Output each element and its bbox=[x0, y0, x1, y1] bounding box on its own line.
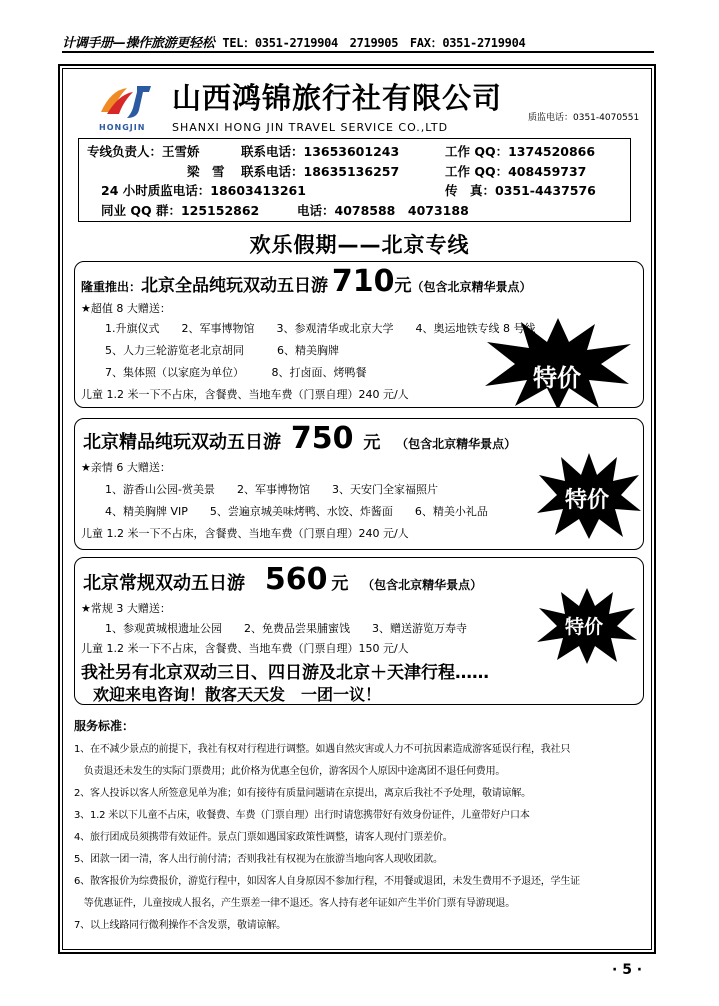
child-policy: 儿童 1.2 米一下不占床，含餐费、当地车费（门票自理）240 元/人 bbox=[81, 527, 409, 540]
package-price: 710 bbox=[331, 264, 395, 299]
gifts-title: ★亲情 6 大赠送： bbox=[81, 461, 171, 474]
header-contact: TEL：0351-2719904 2719905 FAX：0351-2719904 bbox=[222, 36, 526, 50]
page-number: · 5 · bbox=[612, 962, 643, 978]
package-prefix: 隆重推出： bbox=[81, 280, 142, 294]
package-note: （包含北京精华景点） bbox=[362, 578, 483, 592]
package-note: （包含北京精华景点） bbox=[411, 280, 532, 294]
package-name: 北京常规双动五日游 bbox=[83, 573, 245, 594]
child-policy: 儿童 1.2 米一下不占床，含餐费、当地车费（门票自理）150 元/人 bbox=[81, 642, 409, 655]
package-unit: 元 bbox=[394, 276, 412, 296]
gift-row: 1.升旗仪式 2、军事博物馆 3、参观清华或北京大学 4、奥运地铁专线 8 号线 bbox=[105, 322, 536, 335]
package-unit: 元 bbox=[363, 433, 381, 453]
service-rule: 3、1.2 米以下儿童不占床，收餐费、车费（门票自理）出行时请您携带好有效身份证件，儿童带好户口本 bbox=[74, 810, 530, 821]
service-rule: 6、散客报价为综费报价，游览行程中，如因客人自身原因不参加行程，不用餐或退团，未发生费用不予退还，学生证 bbox=[74, 876, 580, 887]
package-price: 560 bbox=[264, 562, 328, 597]
service-rule: 7、以上线路同行微利操作不含发票，敬请谅解。 bbox=[74, 920, 286, 931]
extra-routes: 我社另有北京双动三日、四日游及北京＋天津行程…… bbox=[81, 663, 489, 683]
company-name-en: SHANXI HONG JIN TRAVEL SERVICE CO.,LTD bbox=[172, 121, 449, 134]
header-rule bbox=[62, 51, 654, 53]
gift-row: 1、游香山公园-赏美景 2、军事博物馆 3、天安门全家福照片 bbox=[105, 483, 438, 496]
package-note: （包含北京精华景点） bbox=[396, 437, 517, 451]
gifts-title: ★常规 3 大赠送： bbox=[81, 602, 171, 615]
contact-qq-1: 工作 QQ：1374520866 bbox=[445, 144, 596, 159]
hongjin-logo-icon bbox=[97, 82, 157, 122]
service-rule: 等优惠证件，儿童按成人报名，产生票差一律不退还。客人持有老年证如产生半价门票有导游现退。 bbox=[74, 898, 515, 909]
package-name: 北京精品纯玩双动五日游 bbox=[83, 432, 281, 453]
gifts-title: ★超值 8 大赠送： bbox=[81, 302, 171, 315]
child-policy: 儿童 1.2 米一下不占床，含餐费、当地车费（门票自理）240 元/人 bbox=[81, 388, 409, 401]
special-price-badge: 特价 bbox=[533, 364, 581, 392]
contact-manager-1: 专线负责人：王雪娇 bbox=[87, 144, 200, 159]
company-name-cn: 山西鸿锦旅行社有限公司 bbox=[172, 81, 503, 115]
contact-qq-group: 同业 QQ 群：125152862 bbox=[101, 203, 260, 218]
package-name: 北京全品纯玩双动五日游 bbox=[141, 276, 329, 296]
page-header bbox=[62, 32, 654, 51]
contact-fax: 传 真：0351-4437576 bbox=[445, 183, 596, 198]
contact-qq-2: 工作 QQ：408459737 bbox=[445, 164, 587, 179]
contact-phone-2: 联系电话：18635136257 bbox=[241, 164, 400, 179]
contact-manager-2: 梁 雪 bbox=[187, 164, 225, 179]
special-price-badge: 特价 bbox=[565, 616, 604, 638]
package-card bbox=[74, 261, 644, 408]
gift-row: 5、人力三轮游览老北京胡同 6、精美胸牌 bbox=[105, 344, 339, 357]
package-card bbox=[74, 557, 644, 705]
service-rule: 2、客人投诉以客人所签意见单为准；如有接待有质量问题请在京提出，离京后我社不予处理，敬请谅解。 bbox=[74, 788, 531, 799]
gift-row: 4、精美胸牌 VIP 5、尝遍京城美味烤鸭、水饺、炸酱面 6、精美小礼品 bbox=[105, 505, 488, 518]
special-price-badge: 特价 bbox=[565, 488, 610, 513]
service-rule: 5、团款一团一清，客人出行前付清；否则我社有权视为在旅游当地向客人现收团款。 bbox=[74, 854, 443, 865]
contact-box bbox=[78, 138, 631, 222]
header-slogan: 计调手册—操作旅游更轻松 bbox=[62, 36, 215, 51]
gift-row: 7、集体照（以家庭为单位） 8、打卤面、烤鸭餐 bbox=[105, 366, 367, 379]
contact-24h-phone: 24 小时质监电话：18603413261 bbox=[101, 183, 306, 198]
package-unit: 元 bbox=[331, 574, 349, 594]
service-rule: 4、旅行团成员须携带有效证件。景点门票如遇国家政策性调整，请客人现付门票差价。 bbox=[74, 832, 453, 843]
contact-phone-1: 联系电话：13653601243 bbox=[241, 144, 400, 159]
logo-text: HONGJIN bbox=[99, 123, 146, 132]
quality-phone: 质监电话：0351-4070551 bbox=[528, 113, 640, 123]
service-rule: 负责退还未发生的实际门票费用；此价格为优惠全包价，游客因个人原因中途离团不退任何费用。 bbox=[74, 766, 506, 777]
contact-peer-phone: 电话：4078588 4073188 bbox=[297, 203, 469, 218]
service-rule: 1、在不减少景点的前提下，我社有权对行程进行调整。如遇自然灾害或人力不可抗因素造成游客延误行程，我社只 bbox=[74, 744, 571, 755]
package-price: 750 bbox=[290, 421, 354, 456]
welcome-text: 欢迎来电咨询！散客天天发 一团一议！ bbox=[93, 685, 382, 704]
section-title: 欢乐假期——北京专线 bbox=[249, 233, 470, 257]
gift-row: 1、参观黄城根遗址公园 2、免费品尝果脯蜜饯 3、赠送游览万寿寺 bbox=[105, 622, 467, 635]
service-title: 服务标准： bbox=[74, 719, 135, 733]
package-card bbox=[74, 418, 644, 550]
